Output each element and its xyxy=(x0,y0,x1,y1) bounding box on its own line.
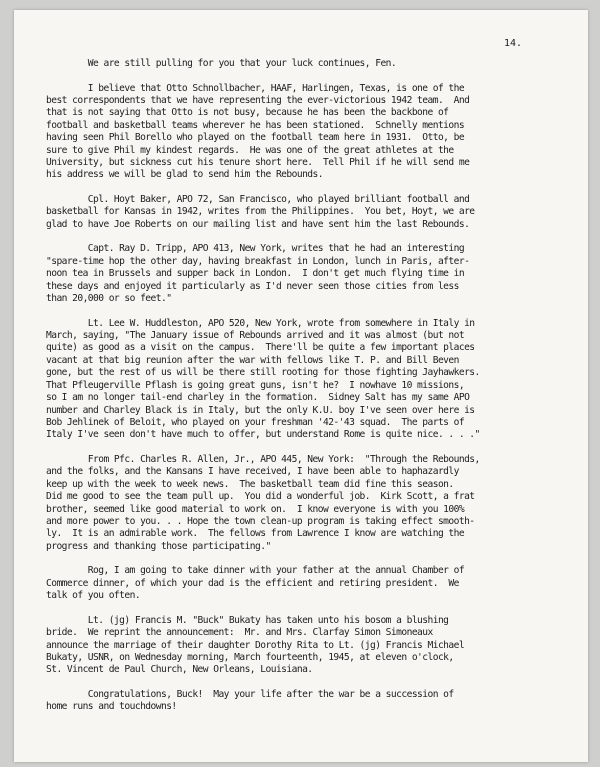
paragraph-lee-huddleston: Lt. Lee W. Huddleston, APO 520, New York, wrote from somewhere in Italy in March, saying, "The January issue of Rebounds arrived and it was almost (but not quite) as good as a visit on the campus. There'll be quite a few important places vacant at that big reunion after the war with fellows like T. P. and Bill Beven gone, but the rest of us will be there still rooting for those fighting Jayhawkers. That Pfleugerville Pflash is going great guns, isn't he? I nowhave 10 missions, so I am no longer tail-end charley in the formation. Sidney Salt has my same APO number and Charley Black is in Italy, but the only K.U. boy I've seen over here is Bob Jehlinek of Beloit, who played on your freshman '42-'43 squad. The parts of Italy I've seen don't have much to offer, but understand Rome is quite nice. . . ." xyxy=(46,317,480,441)
paragraph-rog-chamber-dinner: Rog, I am going to take dinner with your father at the annual Chamber of Commerce dinner, of which your dad is the efficient and retiring president. We talk of you often. xyxy=(46,565,465,602)
paragraph-ray-tripp: Capt. Ray D. Tripp, APO 413, New York, writes that he had an interesting "spare-time hop the other day, having breakfast in London, lunch in Paris, after- noon tea in Brussels and supper back in London. I don't get much flying time in these days and enjoyed it particularly as I'd never seen those cities from less than 20,000 or so feet." xyxy=(46,243,470,305)
paragraph-hoyt-baker: Cpl. Hoyt Baker, APO 72, San Francisco, who played brilliant football and basketball for Kansas in 1942, writes from the Philippines. You bet, Hoyt, we are glad to have Joe Roberts on our mailing list and have sent him the last Rebounds. xyxy=(46,194,475,230)
paragraph-buck-bukaty-wedding: Lt. (jg) Francis M. "Buck" Bukaty has taken unto his bosom a blushing bride. We reprint the announcement: Mr. and Mrs. Clarfay Simon Simoneaux announce the marriage of their daughter Dorothy Rita to Lt. (jg) Francis Michael Bukaty, USNR, on Wednesday morning, March fourteenth, 1945, at eleven o'clock, St. Vincent de Paul Church, New Orleans, Louisiana. xyxy=(46,614,465,676)
paragraph-charles-allen: From Pfc. Charles R. Allen, Jr., APO 445, New York: "Through the Rebounds, and the folks, and the Kansans I have received, I have been able to haphazardly keep up with the week to week news. The basketball team did fine this season. Did me good to see the team pull up. You did a wonderful job. Kirk Scott, a frat brother, seemed like good material to work on. I know everyone is with you 100% and more power to you. . . Hope the town clean-up program is taking effect smooth- ly. It is an admirable work. The fellows from Lawrence I know are watching the progress and thanking those participating." xyxy=(46,453,480,552)
paragraph-otto-schnollbacher: I believe that Otto Schnollbacher, HAAF, Harlingen, Texas, is one of the best correspondents that we have representing the ever-victorious 1942 team. And that is not saying that Otto is not busy, because he has been the backbone of football and basketball teams wherever he has been stationed. Schnelly mentions having seen Phil Borello who played on the football team here in 1931. Otto, be sure to give Phil my kindest regards. He was one of the great athletes at the University, but sickness cut his tenure short here. Tell Phil if he will send me his address we will be glad to send him the Rebounds. xyxy=(46,82,470,181)
typewritten-letter-page xyxy=(14,10,588,762)
paragraph-pulling-for-fen: We are still pulling for you that your luck continues, Fen. xyxy=(46,58,397,69)
letter-body xyxy=(46,58,558,726)
paragraph-congratulations-buck: Congratulations, Buck! May your life after the war be a succession of home runs and touchdowns! xyxy=(46,688,454,713)
page-number: 14. xyxy=(503,38,522,49)
